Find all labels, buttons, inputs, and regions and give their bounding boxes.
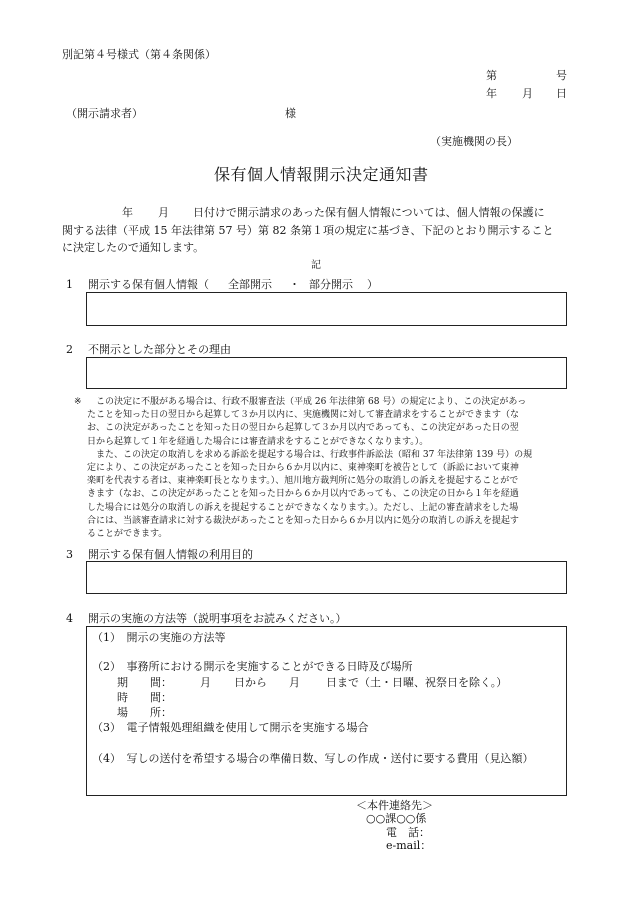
section-3-input-box[interactable]	[86, 561, 567, 594]
intro-line-2: 関する法律（平成 15 年法律第 57 号）第 82 条第１項の規定に基づき、下記のとおり開示すること	[62, 224, 554, 237]
option-full-disclosure: 全部開示	[228, 278, 272, 291]
section-2-label: 不開示とした部分とその理由	[88, 343, 231, 356]
period-month-2: 月	[289, 676, 300, 689]
period-month-1: 月	[200, 676, 211, 689]
document-number-prefix: 第	[486, 69, 497, 82]
section-1-number: 1	[66, 278, 73, 291]
section-4-item-1: （1） 開示の実施の方法等	[92, 631, 226, 644]
option-partial-disclosure: 部分開示	[309, 278, 353, 291]
note-line: ることができます。	[87, 529, 168, 540]
note-line: 楽町を代表する者は、東神楽町長となります。）、旭川地方裁判所に処分の取消しの訴えを提起することがで	[87, 476, 519, 487]
document-number-suffix: 号	[556, 69, 567, 82]
note-line: 日から起算して１年を経過した場合には審査請求をすることができなくなります。）。	[87, 436, 429, 447]
period-until: 日まで（土・日曜、祝祭日を除く。）	[326, 676, 508, 689]
agency-head-label: （実施機関の長）	[430, 135, 518, 148]
place-label: 場 所：	[117, 706, 172, 719]
contact-heading: ＜本件連絡先＞	[356, 799, 433, 812]
section-1-close-paren: ）	[367, 278, 378, 291]
section-4-item-3: （3） 電子情報処理組織を使用して開示を実施する場合	[92, 721, 369, 734]
note-line: きます（なお、この決定があったことを知った日から６か月以内であっても、この決定の日から１年を経過	[87, 489, 519, 500]
note-line: した場合には処分の取消しの訴えを提起することができなくなります。）。ただし、上記の審査請求をした場	[87, 502, 519, 513]
option-separator: ・	[289, 278, 300, 291]
note-line: 合には、当該審査請求に対する裁決があったことを知った日から６か月以内に処分の取消しの訴えを提起す	[87, 515, 519, 526]
section-2-number: 2	[66, 343, 73, 356]
section-4-label: 開示の実施の方法等（説明事項をお読みください。）	[88, 612, 347, 625]
contact-phone-label: 電 話：	[386, 826, 430, 839]
note-line: たことを知った日の翌日から起算して３か月以内に、実施機関に対して審査請求をすることができます（な	[87, 410, 520, 421]
section-1-label: 開示する保有個人情報（	[88, 278, 209, 291]
note-line: 定により、この決定があったことを知った日から６か月以内に、東神楽町を被告として（訴訟において東神	[87, 463, 519, 474]
section-4-number: 4	[66, 612, 73, 625]
date-day-label: 日	[556, 87, 567, 100]
section-1-input-box[interactable]	[86, 292, 567, 326]
note-block	[87, 396, 577, 541]
contact-email-label: e-mail：	[386, 839, 432, 852]
section-3-label: 開示する保有個人情報の利用目的	[88, 548, 253, 561]
note-line: この決定に不服がある場合は、行政不服審査法（平成 26 年法律第 68 号）の規定により、この決定があっ	[96, 397, 527, 407]
requester-label: （開示請求者）	[66, 107, 143, 120]
section-3-number: 3	[66, 548, 73, 561]
time-label: 時 間：	[117, 691, 172, 704]
honorific-sama: 様	[285, 107, 296, 120]
intro-line-3: に決定したので通知します。	[62, 241, 205, 254]
document-title: 保有個人情報開示決定通知書	[214, 165, 429, 184]
intro-date-month: 月	[158, 206, 169, 219]
date-year-label: 年	[486, 87, 497, 100]
section-2-input-box[interactable]	[86, 357, 567, 389]
note-line: お、この決定があったことを知った日の翌日から起算して３か月以内であっても、この決定があった日の翌	[87, 423, 519, 434]
form-number-label: 別記第４号様式（第４条関係）	[62, 48, 216, 61]
ki-heading: 記	[311, 260, 321, 271]
section-4-item-2: （2） 事務所における開示を実施することができる日時及び場所	[92, 660, 413, 673]
note-mark: ※	[74, 397, 82, 407]
period-from: 日から	[234, 676, 267, 689]
period-label: 期 間：	[117, 676, 172, 689]
note-line: また、この決定の取消しを求める訴訟を提起する場合は、行政事件訴訟法（昭和 37 年法律第 139 号）の規	[96, 449, 533, 460]
intro-line-1: 日付けで開示請求のあった保有個人情報については、個人情報の保護に	[193, 206, 545, 219]
section-4-item-4: （4） 写しの送付を希望する場合の準備日数、写しの作成・送付に要する費用（見込額）	[92, 752, 534, 765]
contact-department: ○○課○○係	[366, 812, 427, 825]
intro-date-year: 年	[122, 206, 133, 219]
date-month-label: 月	[522, 87, 533, 100]
